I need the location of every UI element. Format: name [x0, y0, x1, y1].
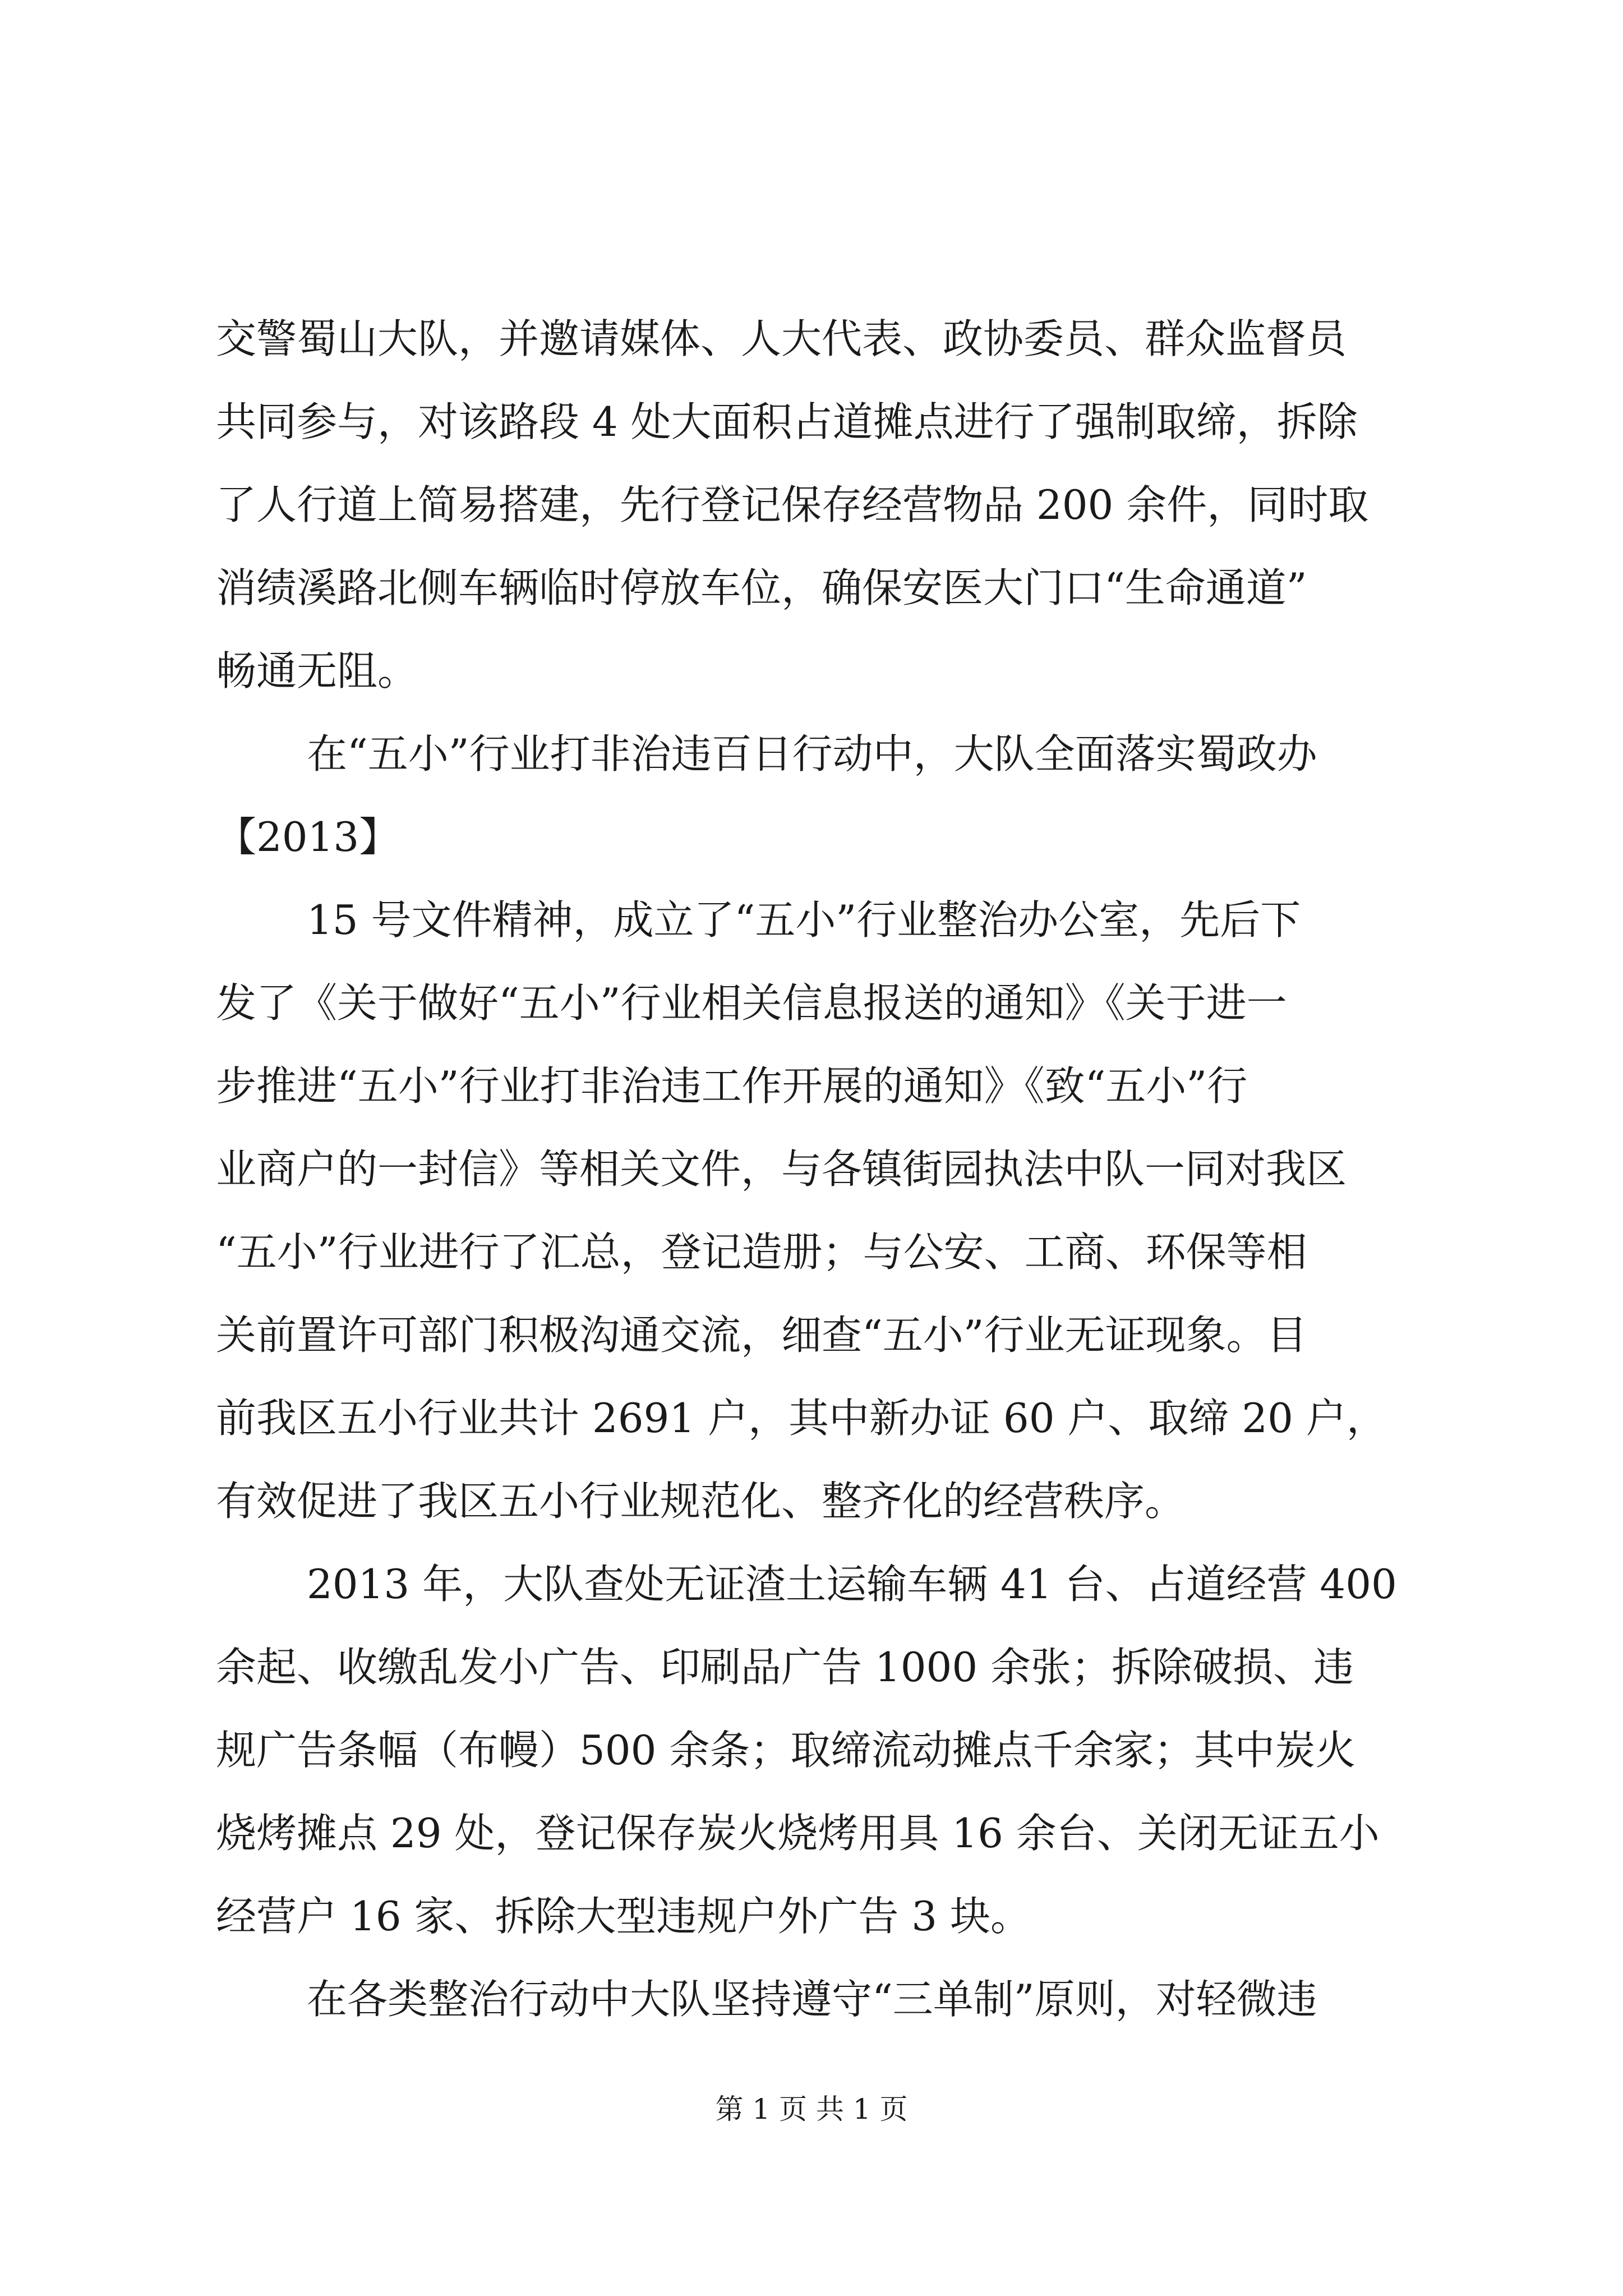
text-line: 2013 年，大队查处无证渣土运输车辆 41 台、占道经营 400: [307, 1561, 1397, 1608]
text-line: 经营户 16 家、拆除大型违规户外广告 3 块。: [216, 1893, 1031, 1940]
text-line: 15 号文件精神，成立了“五小”行业整治办公室，先后下: [307, 896, 1301, 944]
text-line: 前我区五小行业共计 2691 户，其中新办证 60 户、取缔 20 户，: [216, 1395, 1387, 1442]
text-line: 步推进“五小”行业打非治违工作开展的通知》《致“五小”行: [216, 1062, 1248, 1110]
text-line: 在各类整治行动中大队坚持遵守“三单制”原则，对轻微违: [307, 1976, 1317, 2023]
text-line: 了人行道上简易搭建，先行登记保存经营物品 200 余件，同时取: [216, 481, 1369, 528]
text-line: 业商户的一封信》等相关文件，与各镇街园执法中队一同对我区: [216, 1145, 1347, 1193]
text-line: 关前置许可部门积极沟通交流，细查“五小”行业无证现象。目: [216, 1312, 1307, 1359]
document-body: [216, 297, 1422, 2041]
text-line: “五小”行业进行了汇总，登记造册；与公安、工商、环保等相: [216, 1228, 1307, 1276]
text-line: 有效促进了我区五小行业规范化、整齐化的经营秩序。: [216, 1478, 1186, 1525]
text-line: 畅通无阻。: [216, 647, 418, 694]
page-footer: 第 1 页 共 1 页: [715, 2093, 908, 2125]
text-line: 发了《关于做好“五小”行业相关信息报送的通知》《关于进一: [216, 979, 1287, 1027]
text-line: 烧烤摊点 29 处，登记保存炭火烧烤用具 16 余台、关闭无证五小: [216, 1810, 1380, 1857]
text-line: 共同参与，对该路段 4 处大面积占道摊点进行了强制取缔，拆除: [216, 398, 1358, 445]
text-line: 交警蜀山大队，并邀请媒体、人大代表、政协委员、群众监督员: [216, 315, 1347, 362]
text-line: 【2013】: [216, 813, 400, 861]
text-line: 规广告条幅（布幔）500 余条；取缔流动摊点千余家；其中炭火: [216, 1727, 1356, 1774]
text-line: 在“五小”行业打非治违百日行动中，大队全面落实蜀政办: [307, 730, 1317, 777]
text-line: 余起、收缴乱发小广告、印刷品广告 1000 余张；拆除破损、违: [216, 1644, 1354, 1691]
text-line: 消绩溪路北侧车辆临时停放车位，确保安医大门口“生命通道”: [216, 564, 1307, 611]
